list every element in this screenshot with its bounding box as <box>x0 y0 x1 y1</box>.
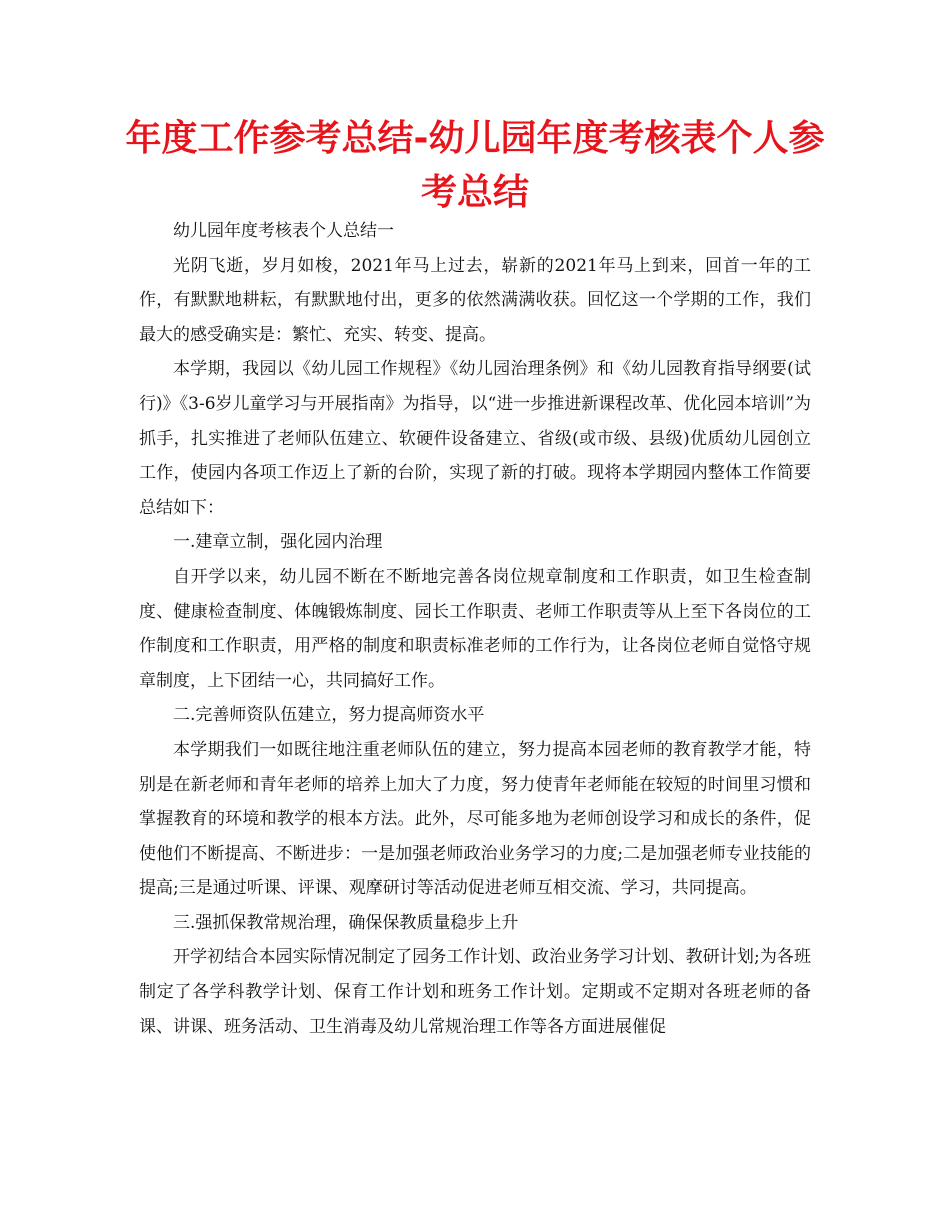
document-subtitle: 幼儿园年度考核表个人总结一 <box>173 221 394 241</box>
section-text-2: 本学期我们一如既往地注重老师队伍的建立，努力提高本园老师的教育教学才能，特别是在新老师和青年老师的培养上加大了力度，努力使青年老师能在较短的时间里习惯和掌握教育的环境和教学的根本方法。此外，尽可能多地为老师创设学习和成长的条件，促使他们不断提高、不断进步：一是加强老师政治业务学习的力度;二是加强老师专业技能的提高;三是通过听课、评课、观摩研讨等活动促进老师互相交流、学习，共同提高。 <box>139 739 811 899</box>
section-heading-3: 三.强抓保教常规治理，确保保教质量稳步上升 <box>173 912 519 933</box>
section-text-3: 开学初结合本园实际情况制定了园务工作计划、政治业务学习计划、教研计划;为各班制定了各学科教学计划、保育工作计划和班务工作计划。定期或不定期对各班老师的备课、讲课、班务活动、卫生消毒及幼儿常规治理工作等各方面进展催促 <box>139 947 811 1037</box>
paragraph-overview: 本学期，我园以《幼儿园工作规程》《幼儿园治理条例》和《幼儿园教育指导纲要(试行)》《3-6岁儿童学习与开展指南》为指导，以“进一步推进新课程改革、优化园本培训”为抓手，扎实推进了老师队伍建立、软硬件设备建立、省级(或市级、县级)优质幼儿园创立工作，使园内各项工作迈上了新的台阶，实现了新的打破。现将本学期园内整体工作简要总结如下： <box>139 359 811 518</box>
paragraph-intro: 光阴飞逝，岁月如梭，2021年马上过去，崭新的2021年马上到来，回首一年的工作，有默默地耕耘，有默默地付出，更多的依然满满收获。回忆这一个学期的工作，我们最大的感受确实是：繁忙、充实、转变、提高。 <box>139 255 811 345</box>
section-heading-1: 一.建章立制，强化园内治理 <box>173 532 383 553</box>
document-body <box>139 214 811 1044</box>
section-heading-2: 二.完善师资队伍建立，努力提高师资水平 <box>173 705 485 726</box>
section-text-1: 自开学以来，幼儿园不断在不断地完善各岗位规章制度和工作职责，如卫生检查制度、健康检查制度、体魄锻炼制度、园长工作职责、老师工作职责等从上至下各岗位的工作制度和工作职责，用严格的制度和职责标准老师的工作行为，让各岗位老师自觉恪守规章制度，上下团结一心，共同搞好工作。 <box>139 566 811 691</box>
document-title: 年度工作参考总结-幼儿园年度考核表个人参考总结 <box>125 118 825 213</box>
